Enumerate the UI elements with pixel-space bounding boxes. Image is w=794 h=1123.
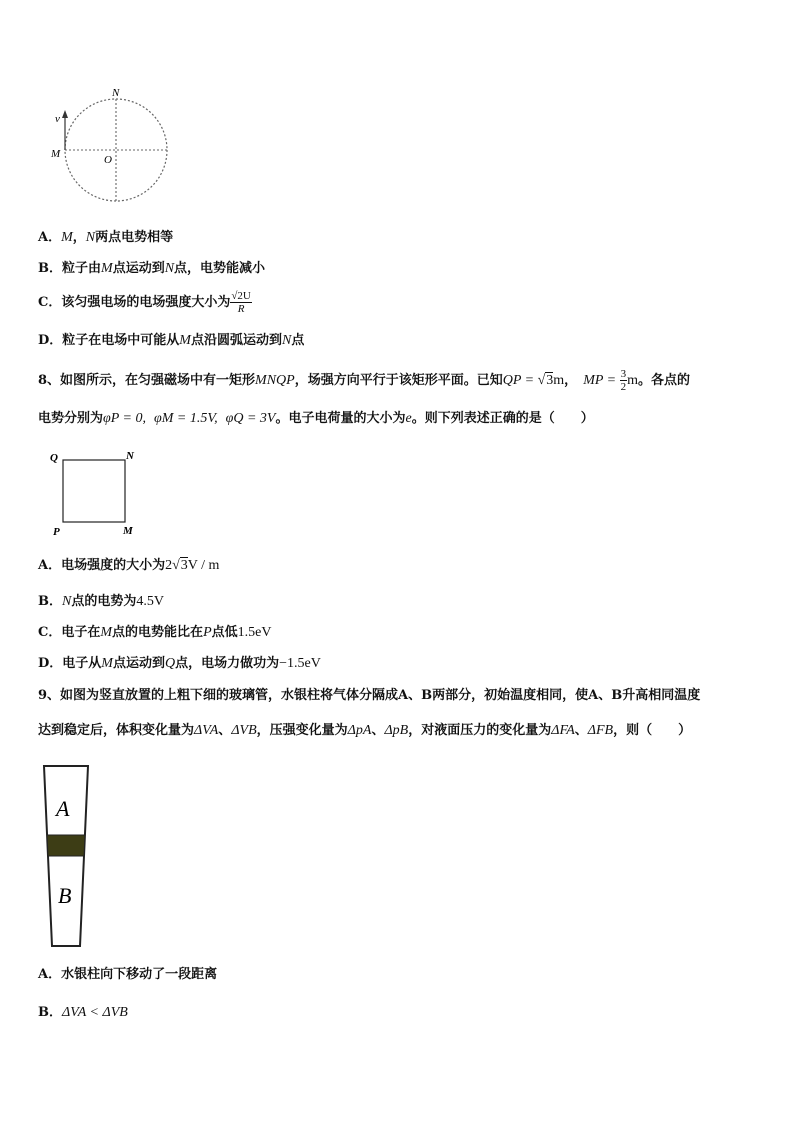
label-n: N [112,87,120,99]
q8-option-a: A．电场强度的大小为2√3V / m [38,558,220,573]
q9-option-a: A．水银柱向下移动了一段距离 [38,967,218,982]
q9-option-b: B．ΔVA < ΔVB [38,1005,128,1020]
label-o: O [104,154,112,166]
q7-option-b: B．粒子由M点运动到N点，电势能减小 [38,261,266,276]
q8-stem-line2: 电势分别为φP = 0, φM = 1.5V, φQ = 3V。电子电荷量的大小为e。则下列表述正确的是（ ） [38,411,594,426]
q7-option-c: C．该匀强电场的电场强度大小为 $\frac{√2U}{R}$ [38,290,251,315]
q7-option-a: A．M，N两点电势相等 [38,230,174,245]
mercury-column [47,835,85,856]
q7-option-d: D．粒子在电场中可能从M点沿圆弧运动到N点 [38,333,305,348]
tube-figure [40,762,96,950]
circle-figure [44,86,174,204]
q9-stem-line2: 达到稳定后，体积变化量为ΔVA、ΔVB，压强变化量为ΔpA、ΔpB，对液面压力的变化量为ΔFA、ΔFB，则（ ） [38,723,692,738]
q8-stem-line1: 8、如图所示，在匀强磁场中有一矩形MNQP，场强方向平行于该矩形平面。已知QP = √3m， MP = $\frac{3}{2}$ m。各点的 [38,368,691,393]
label-p: P [53,526,60,538]
circle-outline [65,99,167,201]
rectangle-figure [48,448,143,540]
label-m: M [51,148,61,160]
velocity-arrowhead [62,110,68,118]
label-b: B [58,883,72,908]
q8-option-d: D．电子从M点运动到Q点，电场力做功为−1.5eV [38,656,321,671]
label-m: M [123,525,133,537]
label-n: N [126,450,134,462]
q8-option-b: B．N点的电势为4.5V [38,594,164,609]
label-q: Q [50,452,58,464]
label-a: A [56,796,70,821]
q9-stem-line1: 9、如图为竖直放置的上粗下细的玻璃管，水银柱将气体分隔成A、B两部分，初始温度相同，使A、B升高相同温度 [38,688,701,703]
label-v: v [55,113,60,125]
mp-fraction: $\frac{3}{2}$ [620,368,627,393]
field-fraction: $\frac{√2U}{R}$ [231,290,251,315]
q8-option-c: C．电子在M点的电势能比在P点低1.5eV [38,625,272,640]
rectangle-mnqp [63,460,125,522]
